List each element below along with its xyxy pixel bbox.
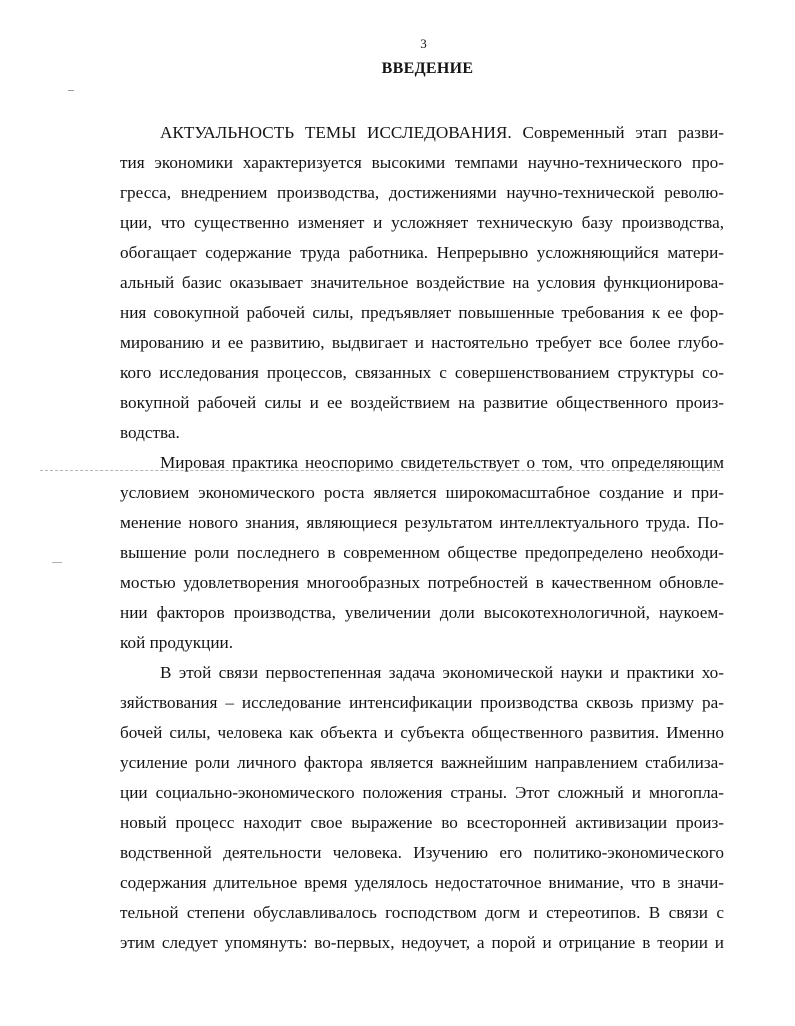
page-number: 3 xyxy=(420,36,427,51)
text-line: ния совокупной рабочей силы, предъявляет повышенные требования к ее фор- xyxy=(120,303,724,322)
text-line: АКТУАЛЬНОСТЬ ТЕМЫ ИССЛЕДОВАНИЯ. Современный этап разви- xyxy=(160,123,724,142)
text-line: вышение роли последнего в современном обществе предопределено необходи- xyxy=(120,543,724,562)
text-line: тельной степени обуславливалось господством догм и стереотипов. В связи с xyxy=(120,903,724,922)
text-line: бочей силы, человека как объекта и субъекта общественного развития. Именно xyxy=(120,723,724,742)
text-line: водства. xyxy=(120,423,180,442)
text-line: новый процесс находит свое выражение во всесторонней активизации произ- xyxy=(120,813,724,832)
text-line: зяйствования – исследование интенсификации производства сквозь призму ра- xyxy=(120,693,724,712)
text-line: условием экономического роста является широкомасштабное создание и при- xyxy=(120,483,724,502)
text-line: кого исследования процессов, связанных с совершенствованием структуры со- xyxy=(120,363,724,382)
text-line: В этой связи первостепенная задача экономической науки и практики хо- xyxy=(160,663,724,682)
text-line: нии факторов производства, увеличении доли высокотехнологичной, наукоем- xyxy=(120,603,724,622)
section-heading: ВВЕДЕНИЕ xyxy=(381,60,474,77)
text-line: вокупной рабочей силы и ее воздействием на развитие общественного произ- xyxy=(120,393,724,412)
text-line: этим следует упомянуть: во-первых, недоучет, а порой и отрицание в теории и xyxy=(120,933,724,952)
text-line: мостью удовлетворения многообразных потребностей в качественном обновле- xyxy=(120,573,724,592)
text-line: ции социально-экономического положения страны. Этот сложный и многопла- xyxy=(120,783,724,802)
text-line: Мировая практика неоспоримо свидетельствует о том, что определяющим xyxy=(160,453,724,472)
text-line: тия экономики характеризуется высокими темпами научно-технического про- xyxy=(120,153,724,172)
text-line: мированию и ее развитию, выдвигает и настоятельно требует все более глубо- xyxy=(120,333,724,352)
text-line: содержания длительное время уделялось недостаточное внимание, что в значи- xyxy=(120,873,724,892)
scan-artifact xyxy=(52,562,62,563)
text-line: кой продукции. xyxy=(120,633,234,652)
text-line: обогащает содержание труда работника. Непрерывно усложняющийся матери- xyxy=(120,243,724,262)
text-line: ции, что существенно изменяет и усложняет техническую базу производства, xyxy=(120,213,724,232)
text-line: гресса, внедрением производства, достижениями научно-технической револю- xyxy=(120,183,724,202)
text-line: альный базис оказывает значительное воздействие на условия функционирова- xyxy=(120,273,724,292)
text-line: водственной деятельности человека. Изучению его политико-экономического xyxy=(120,843,724,862)
text-line: усиление роли личного фактора является важнейшим направлением стабилиза- xyxy=(120,753,724,772)
scan-artifact xyxy=(68,90,74,91)
text-line: менение нового знания, являющиеся результатом интеллектуального труда. По- xyxy=(120,513,724,532)
